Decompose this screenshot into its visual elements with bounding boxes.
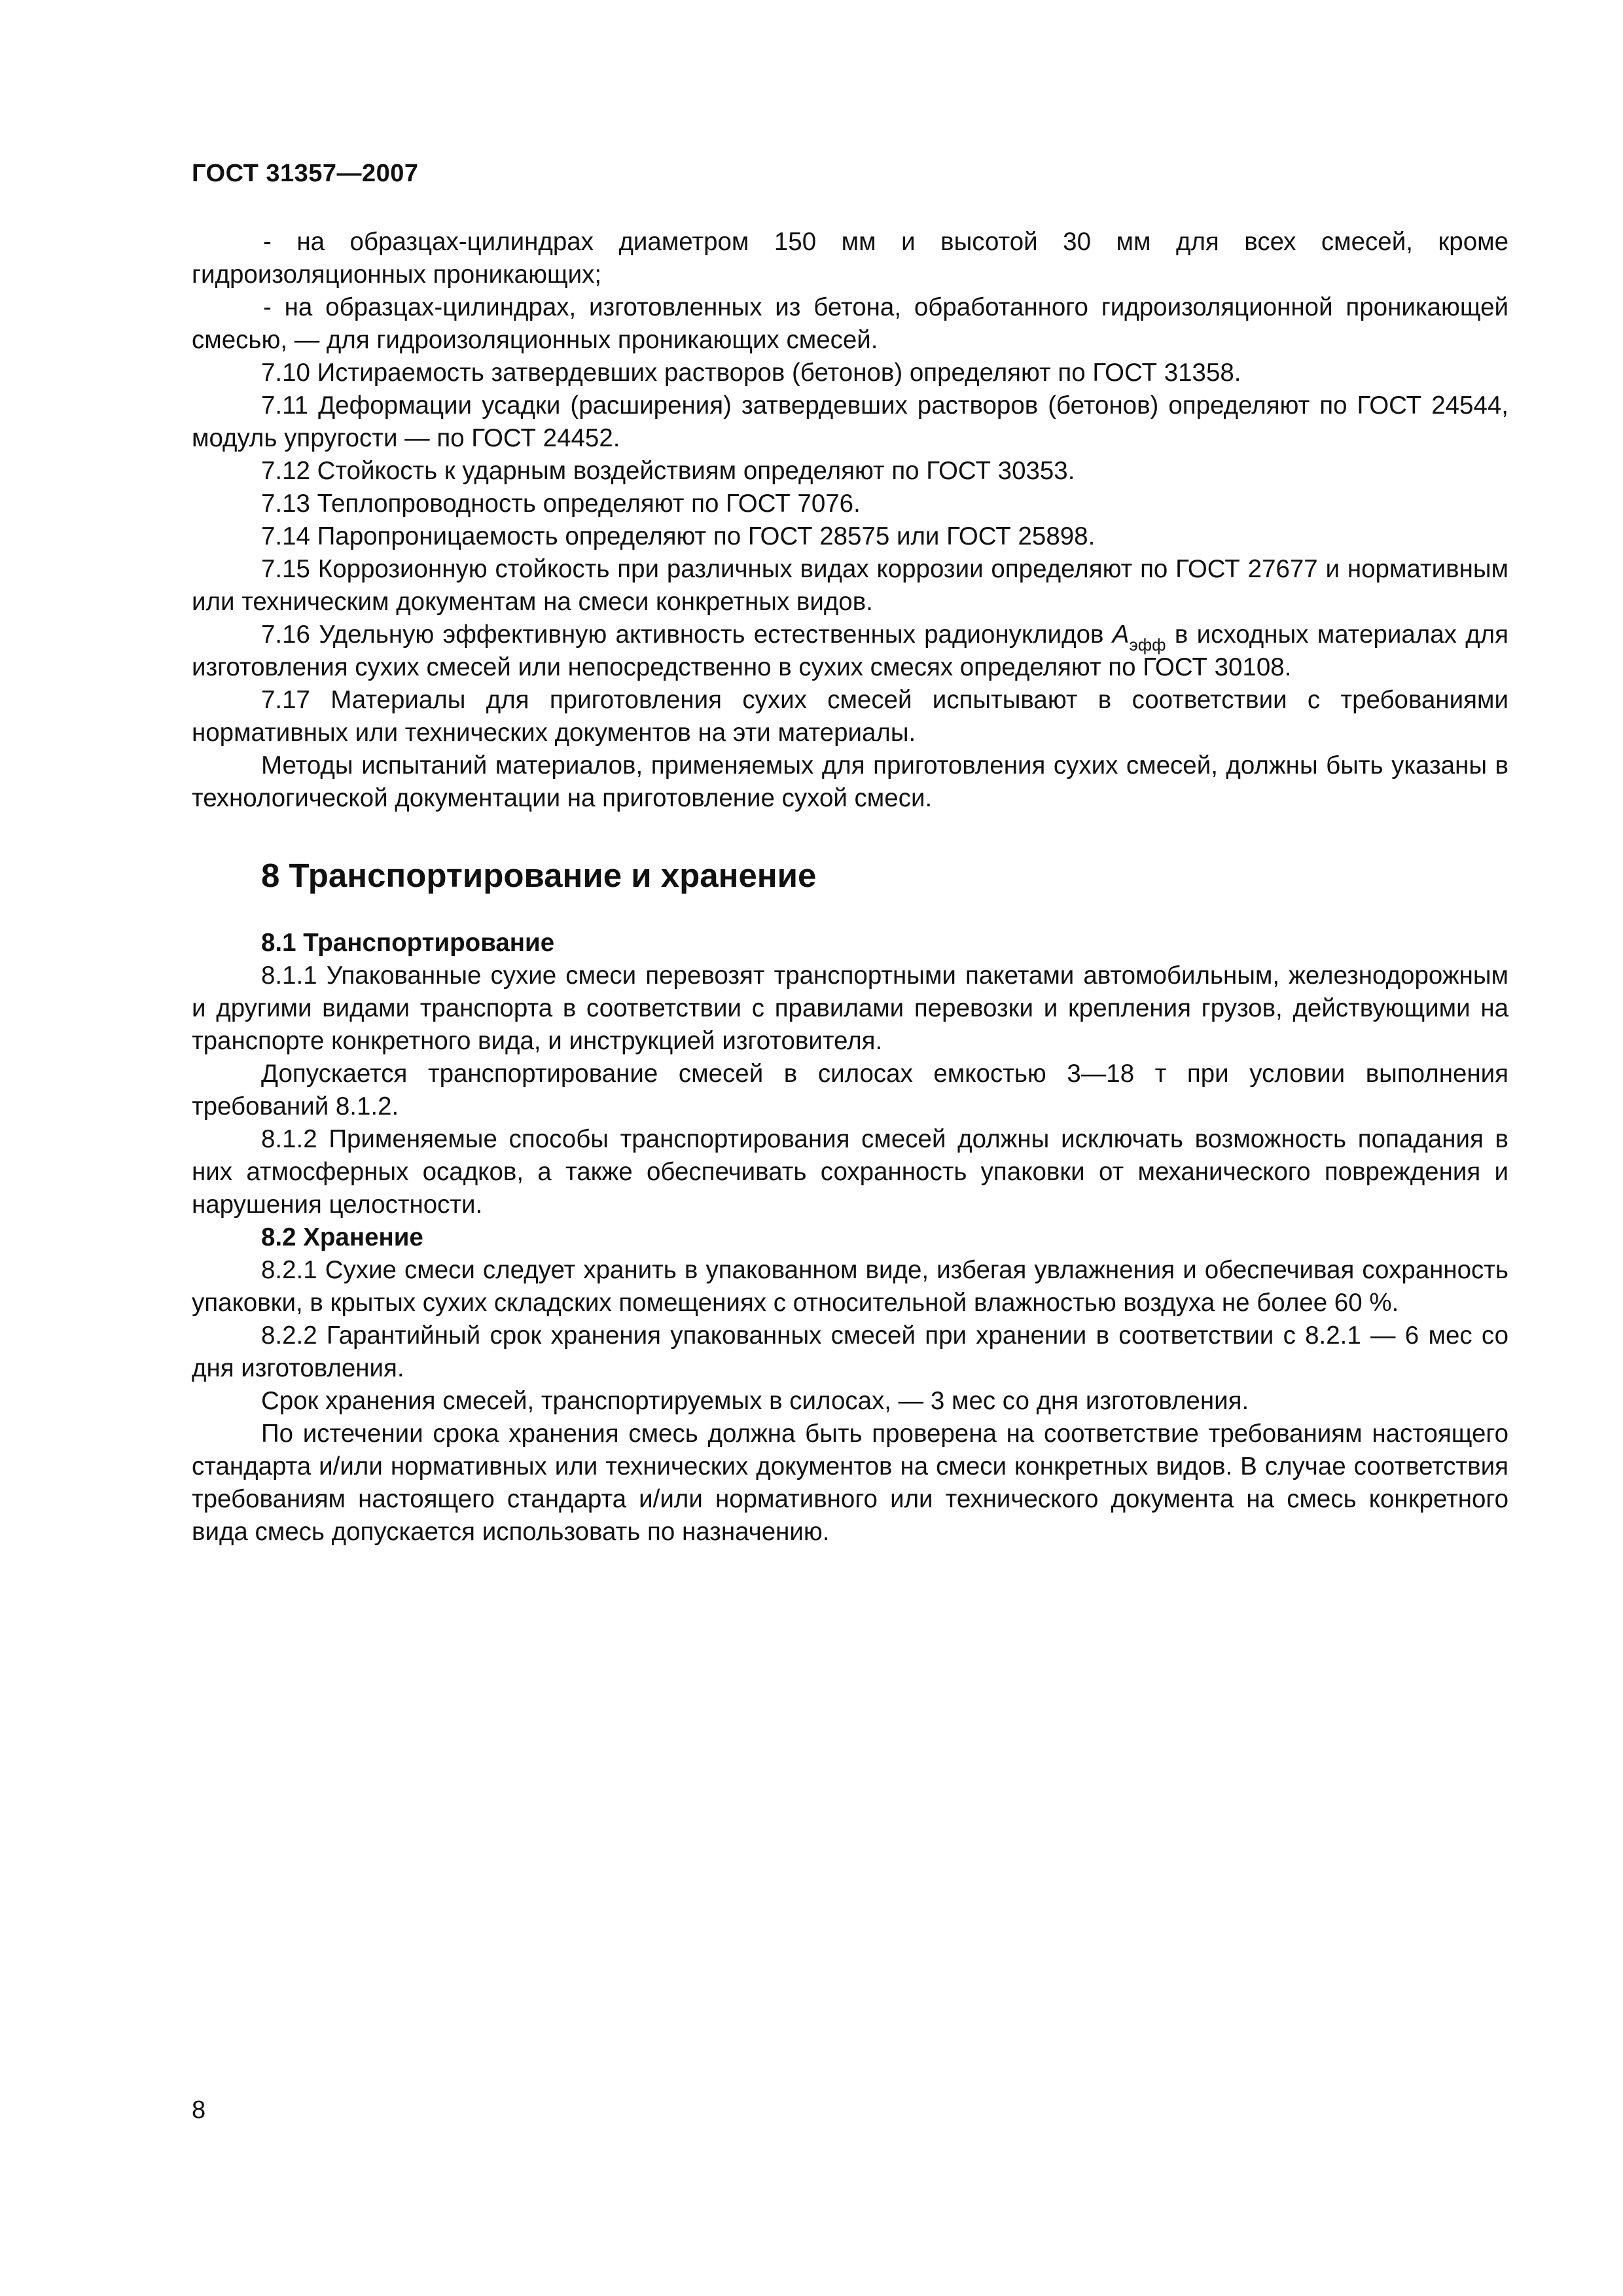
document-body bbox=[192, 226, 1508, 1549]
paragraph-expiry-check: По истечении срока хранения смесь должна быть проверена на соответствие требованиям настоящего стандарта и/или нормативных или технических документов на смеси конкретных видов. В случае соответствия требованиям настоящего стандарта и/или нормативного или технического документа на смесь конкретного вида смесь допускается использовать по назначению. bbox=[192, 1420, 1508, 1546]
paragraph-silos-storage: Срок хранения смесей, транспортируемых в силосах, — 3 мес со дня изготовления. bbox=[261, 1387, 1249, 1415]
paragraph-7-16-text-after: в исходных материалах для изготовления сухих смесей или непосредственно в сухих смесях определяют по ГОСТ 30108. bbox=[192, 620, 1508, 681]
paragraph-silos-transport: Допускается транспортирование смесей в силосах емкостью 3—18 т при условии выполнения требований 8.1.2. bbox=[192, 1060, 1508, 1121]
paragraph-8-1-1: 8.1.1 Упакованные сухие смеси перевозят транспортными пакетами автомобильным, железнодорожным и другими видами транспорта в соответствии с правилами перевозки и крепления грузов, действующими на транспорте конкретного вида, и инструкцией изготовителя. bbox=[192, 961, 1508, 1055]
subsection-8-2-heading: 8.2 Хранение bbox=[261, 1223, 423, 1251]
paragraph-test-methods: Методы испытаний материалов, применяемых для приготовления сухих смесей, должны быть указаны в технологической документации на приготовление сухой смеси. bbox=[192, 751, 1508, 812]
paragraph-7-15: 7.15 Коррозионную стойкость при различных видах коррозии определяют по ГОСТ 27677 и нормативным или техническим документам на смеси конкретных видов. bbox=[192, 555, 1508, 616]
activity-symbol: A bbox=[1112, 620, 1130, 649]
paragraph-7-11: 7.11 Деформации усадки (расширения) затвердевших растворов (бетонов) определяют по ГОСТ 24544, модуль упругости — по ГОСТ 24452. bbox=[192, 391, 1508, 452]
paragraph-7-17: 7.17 Материалы для приготовления сухих смесей испытывают в соответствии с требованиями нормативных или технических документов на эти материалы. bbox=[192, 686, 1508, 747]
document-header: ГОСТ 31357—2007 bbox=[192, 160, 419, 187]
paragraph-7-10: 7.10 Истираемость затвердевших растворов (бетонов) определяют по ГОСТ 31358. bbox=[261, 359, 1241, 387]
paragraph-8-2-2: 8.2.2 Гарантийный срок хранения упакованных смесей при хранении в соответствии с 8.2.1 — 6 мес со дня изготовления. bbox=[192, 1321, 1508, 1382]
activity-subscript: эфф bbox=[1129, 635, 1166, 655]
paragraph-cylinders-150: - на образцах-цилиндрах диаметром 150 мм и высотой 30 мм для всех смесей, кроме гидроизоляционных проникающих; bbox=[192, 228, 1508, 289]
paragraph-8-1-2: 8.1.2 Применяемые способы транспортирования смесей должны исключать возможность попадания в них атмосферных осадков, а также обеспечивать сохранность упаковки от механического повреждения и нарушения целостности. bbox=[192, 1125, 1508, 1219]
page-number: 8 bbox=[192, 2096, 206, 2124]
subsection-8-1-heading: 8.1 Транспортирование bbox=[261, 929, 555, 957]
paragraph-8-2-1: 8.2.1 Сухие смеси следует хранить в упакованном виде, избегая увлажнения и обеспечивая сохранность упаковки, в крытых сухих складских помещениях с относительной влажностью воздуха не более 60 %. bbox=[192, 1256, 1508, 1317]
paragraph-7-13: 7.13 Теплопроводность определяют по ГОСТ 7076. bbox=[261, 490, 861, 518]
paragraph-7-12: 7.12 Стойкость к ударным воздействиям определяют по ГОСТ 30353. bbox=[261, 457, 1075, 485]
section-8-heading: 8 Транспортирование и хранение bbox=[261, 857, 817, 894]
paragraph-7-16-text-before: 7.16 Удельную эффективную активность естественных радионуклидов bbox=[261, 620, 1113, 649]
paragraph-7-16 bbox=[192, 619, 1508, 684]
paragraph-7-14: 7.14 Паропроницаемость определяют по ГОСТ 28575 или ГОСТ 25898. bbox=[261, 522, 1096, 550]
paragraph-cylinders-concrete: - на образцах-цилиндрах, изготовленных из бетона, обработанного гидроизоляционной проникающей смесью, — для гидроизоляционных проникающих смесей. bbox=[192, 293, 1508, 354]
